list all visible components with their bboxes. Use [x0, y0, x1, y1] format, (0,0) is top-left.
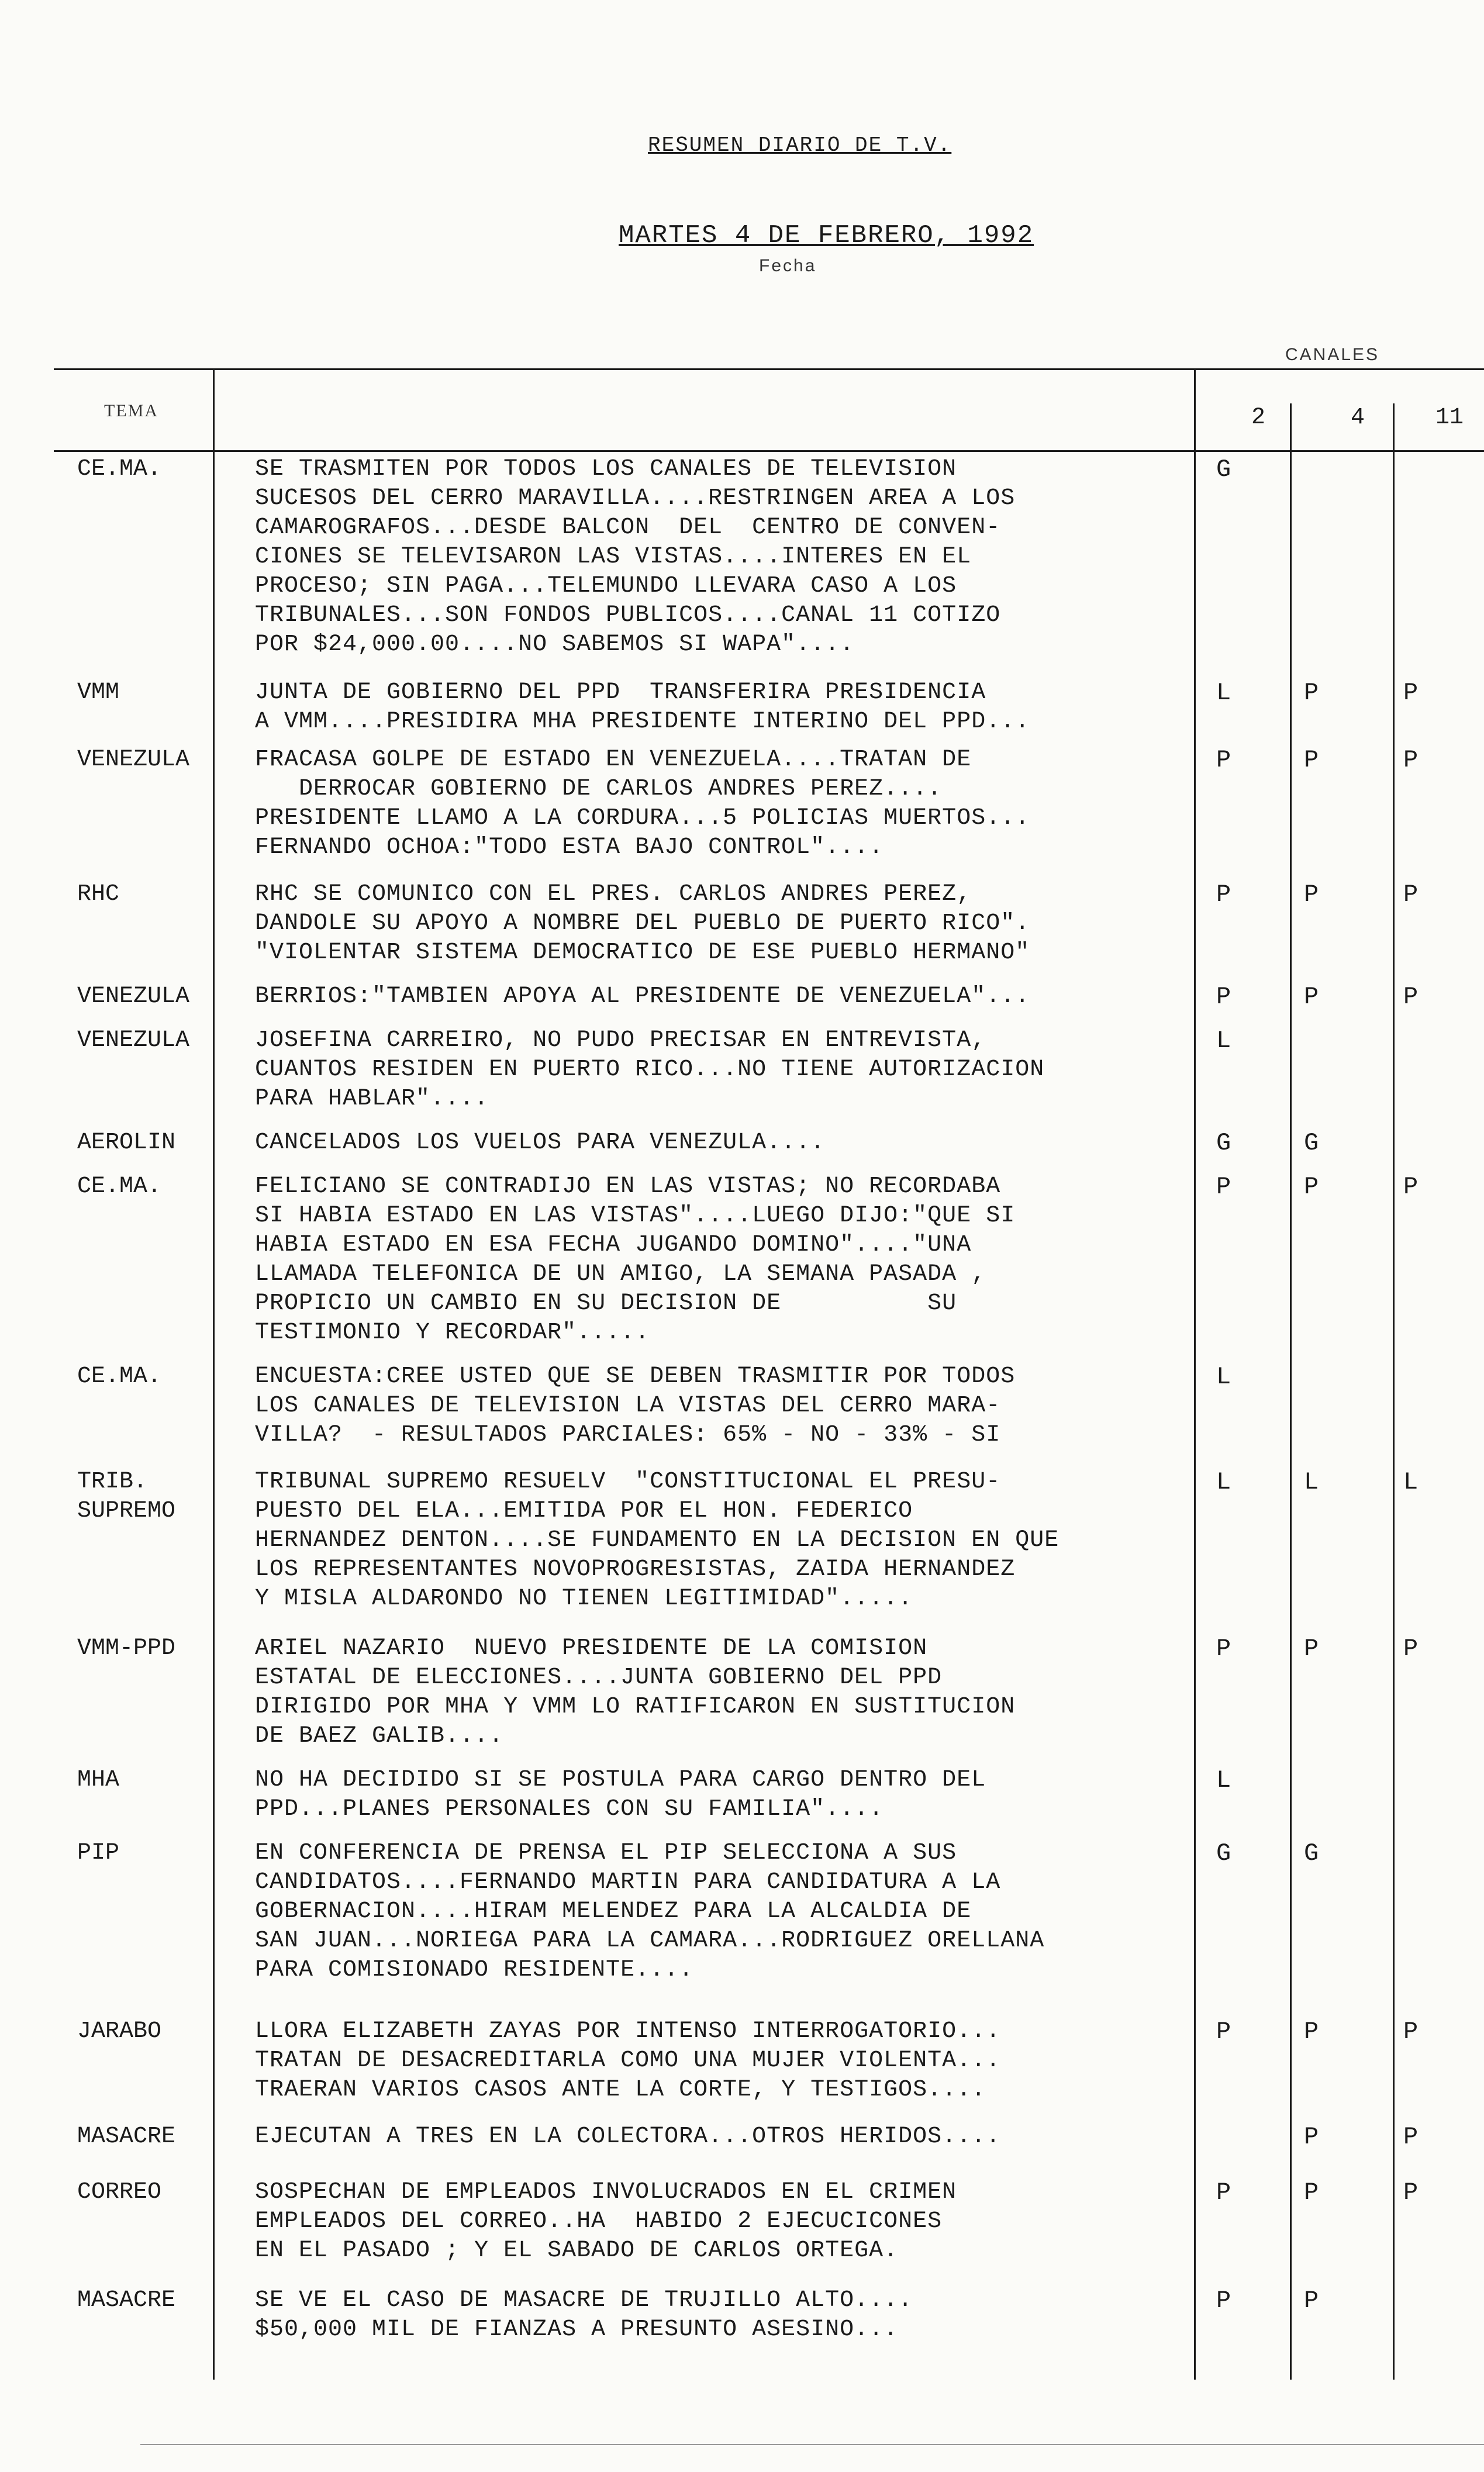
channel-4-mark: P: [1304, 983, 1319, 1011]
channel-4-mark: L: [1304, 1468, 1319, 1496]
channel-11-mark: P: [1403, 746, 1419, 774]
channel-4-header: 4: [1351, 405, 1365, 431]
row-tema: TRIB. SUPREMO: [77, 1469, 176, 1524]
row-summary: ENCUESTA:CREE USTED QUE SE DEBEN TRASMITIR POR TODOS LOS CANALES DE TELEVISION LA VISTAS DEL CERRO MARA- VILLA? - RESULTADOS PARCIALES: 65% - NO - 33% - SI: [255, 1363, 1016, 1448]
tema-label: TEMA: [104, 401, 158, 420]
row-summary: BERRIOS:"TAMBIEN APOYA AL PRESIDENTE DE VENEZUELA"...: [255, 983, 1030, 1010]
channel-11-mark: P: [1403, 2018, 1419, 2046]
canales-label: CANALES: [1285, 345, 1380, 364]
channel-11-mark: L: [1403, 1468, 1419, 1496]
row-tema: CE.MA.: [77, 1173, 162, 1200]
channel-11-mark: P: [1403, 2178, 1419, 2207]
channel-2-mark: G: [1216, 1839, 1231, 1867]
row-summary: LLORA ELIZABETH ZAYAS POR INTENSO INTERROGATORIO... TRATAN DE DESACREDITARLA COMO UNA MUJER VIOLENTA... TRAERAN VARIOS CASOS ANTE LA CORTE, Y TESTIGOS....: [255, 2018, 1001, 2103]
row-tema: AEROLIN: [77, 1130, 176, 1156]
channel-2-mark: L: [1216, 1766, 1231, 1794]
row-summary: RHC SE COMUNICO CON EL PRES. CARLOS ANDRES PEREZ, DANDOLE SU APOYO A NOMBRE DEL PUEBLO DE PUERTO RICO". "VIOLENTAR SISTEMA DEMOCRATICO DE ESE PUEBLO HERMANO": [255, 881, 1030, 966]
tema-column-divider: [213, 368, 215, 2380]
channel-4-mark: G: [1304, 1129, 1319, 1157]
row-tema: PIP: [77, 1840, 120, 1866]
channel-4-mark: P: [1304, 2123, 1319, 2151]
footer-rule: [140, 2444, 1484, 2445]
channel-11-mark: P: [1403, 679, 1419, 707]
channel-4-mark: P: [1304, 2287, 1319, 2315]
row-summary: SE VE EL CASO DE MASACRE DE TRUJILLO ALTO.... $50,000 MIL DE FIANZAS A PRESUNTO ASESINO...: [255, 2287, 913, 2343]
row-summary: TRIBUNAL SUPREMO RESUELV "CONSTITUCIONAL EL PRESU- PUESTO DEL ELA...EMITIDA POR EL HON. FEDERICO HERNANDEZ DENTON....SE FUNDAMENTO EN LA DECISION EN QUE LOS REPRESENTANTES NOVOPROGRESISTAS, ZAIDA HERNANDEZ Y MISLA ALDARONDO NO TIENEN LEGITIMIDAD".....: [255, 1469, 1059, 1612]
row-summary: FELICIANO SE CONTRADIJO EN LAS VISTAS; NO RECORDABA SI HABIA ESTADO EN LAS VISTAS"....LUEGO DIJO:"QUE SI HABIA ESTADO EN ESA FECHA JUGANDO DOMINO"...."UNA LLAMADA TELEFONICA DE UN AMIGO, LA SEMANA PASADA , PROPICIO UN CAMBIO EN SU DECISION DE SU TESTIMONIO Y RECORDAR".....: [255, 1173, 1016, 1346]
row-tema: VENEZULA: [77, 1027, 190, 1054]
channel-2-mark: P: [1216, 1173, 1231, 1201]
text-column-divider: [1194, 368, 1196, 2380]
row-tema: VENEZULA: [77, 747, 190, 773]
channel-2-mark: L: [1216, 1363, 1231, 1391]
row-summary: JUNTA DE GOBIERNO DEL PPD TRANSFERIRA PRESIDENCIA A VMM....PRESIDIRA MHA PRESIDENTE INTERINO DEL PPD...: [255, 679, 1030, 735]
row-tema: CE.MA.: [77, 456, 162, 482]
channel-2-mark: P: [1216, 983, 1231, 1011]
channel-2-mark: L: [1216, 679, 1231, 707]
channel-4-mark: P: [1304, 746, 1319, 774]
channel-4-mark: P: [1304, 2178, 1319, 2207]
channel-2-mark: P: [1216, 2178, 1231, 2207]
row-summary: ARIEL NAZARIO NUEVO PRESIDENTE DE LA COMISION ESTATAL DE ELECCIONES....JUNTA GOBIERNO DEL PPD DIRIGIDO POR MHA Y VMM LO RATIFICARON EN SUSTITUCION DE BAEZ GALIB....: [255, 1635, 1016, 1749]
header-top-rule: [54, 368, 1484, 370]
channel-4-divider: [1290, 403, 1292, 2380]
row-tema: MASACRE: [77, 2287, 176, 2314]
channel-2-mark: P: [1216, 2018, 1231, 2046]
row-summary: FRACASA GOLPE DE ESTADO EN VENEZUELA....TRATAN DE DERROCAR GOBIERNO DE CARLOS ANDRES PEREZ.... PRESIDENTE LLAMO A LA CORDURA...5 POLICIAS MUERTOS... FERNANDO OCHOA:"TODO ESTA BAJO CONTROL"....: [255, 747, 1030, 861]
row-summary: SOSPECHAN DE EMPLEADOS INVOLUCRADOS EN EL CRIMEN EMPLEADOS DEL CORREO..HA HABIDO 2 EJECUCICONES EN EL PASADO ; Y EL SABADO DE CARLOS ORTEGA.: [255, 2179, 957, 2264]
channel-4-mark: P: [1304, 1173, 1319, 1201]
date-label: Fecha: [759, 256, 817, 275]
channel-11-divider: [1393, 403, 1395, 2380]
row-tema: CORREO: [77, 2179, 162, 2205]
channel-2-mark: P: [1216, 2287, 1231, 2315]
row-tema: JARABO: [77, 2018, 162, 2045]
channel-11-mark: P: [1403, 983, 1419, 1011]
row-tema: VMM: [77, 679, 120, 706]
row-tema: MASACRE: [77, 2124, 176, 2150]
header-bottom-rule: [54, 450, 1484, 452]
channel-2-mark: G: [1216, 455, 1231, 484]
row-summary: EN CONFERENCIA DE PRENSA EL PIP SELECCIONA A SUS CANDIDATOS....FERNANDO MARTIN PARA CANDIDATURA A LA GOBERNACION....HIRAM MELENDEZ PARA LA ALCALDIA DE SAN JUAN...NORIEGA PARA LA CAMARA...RODRIGUEZ ORELLANA PARA COMISIONADO RESIDENTE....: [255, 1840, 1045, 1983]
channel-11-header: 11: [1435, 405, 1464, 431]
row-tema: RHC: [77, 881, 120, 907]
row-summary: NO HA DECIDIDO SI SE POSTULA PARA CARGO DENTRO DEL PPD...PLANES PERSONALES CON SU FAMILIA"....: [255, 1767, 986, 1822]
row-summary: EJECUTAN A TRES EN LA COLECTORA...OTROS HERIDOS....: [255, 2124, 1001, 2150]
channel-2-mark: P: [1216, 1635, 1231, 1663]
row-summary: CANCELADOS LOS VUELOS PARA VENEZULA....: [255, 1130, 826, 1156]
channel-11-mark: P: [1403, 1635, 1419, 1663]
channel-2-mark: G: [1216, 1129, 1231, 1157]
channel-4-mark: G: [1304, 1839, 1319, 1867]
row-summary: JOSEFINA CARREIRO, NO PUDO PRECISAR EN ENTREVISTA, CUANTOS RESIDEN EN PUERTO RICO...NO TIENE AUTORIZACION PARA HABLAR"....: [255, 1027, 1045, 1112]
channel-2-header: 2: [1251, 405, 1266, 431]
row-tema: VMM-PPD: [77, 1635, 176, 1662]
report-date: MARTES 4 DE FEBRERO, 1992: [619, 221, 1034, 250]
channel-2-mark: L: [1216, 1468, 1231, 1496]
channel-4-mark: P: [1304, 881, 1319, 909]
channel-11-mark: P: [1403, 2123, 1419, 2151]
row-tema: CE.MA.: [77, 1363, 162, 1390]
page-title: RESUMEN DIARIO DE T.V.: [648, 133, 952, 157]
channel-2-mark: P: [1216, 746, 1231, 774]
row-tema: VENEZULA: [77, 983, 190, 1010]
channel-4-mark: P: [1304, 1635, 1319, 1663]
channel-2-mark: L: [1216, 1027, 1231, 1055]
channel-11-mark: P: [1403, 881, 1419, 909]
channel-4-mark: P: [1304, 679, 1319, 707]
channel-4-mark: P: [1304, 2018, 1319, 2046]
row-summary: SE TRASMITEN POR TODOS LOS CANALES DE TELEVISION SUCESOS DEL CERRO MARAVILLA....RESTRINGEN AREA A LOS CAMAROGRAFOS...DESDE BALCON DEL CENTRO DE CONVEN- CIONES SE TELEVISARON LAS VISTAS....INTERES EN EL PROCESO; SIN PAGA...TELEMUNDO LLEVARA CASO A LOS TRIBUNALES...SON FONDOS PUBLICOS....CANAL 11 COTIZO POR $24,000.00....NO SABEMOS SI WAPA"....: [255, 456, 1016, 658]
channel-2-mark: P: [1216, 881, 1231, 909]
channel-11-mark: P: [1403, 1173, 1419, 1201]
row-tema: MHA: [77, 1767, 120, 1793]
